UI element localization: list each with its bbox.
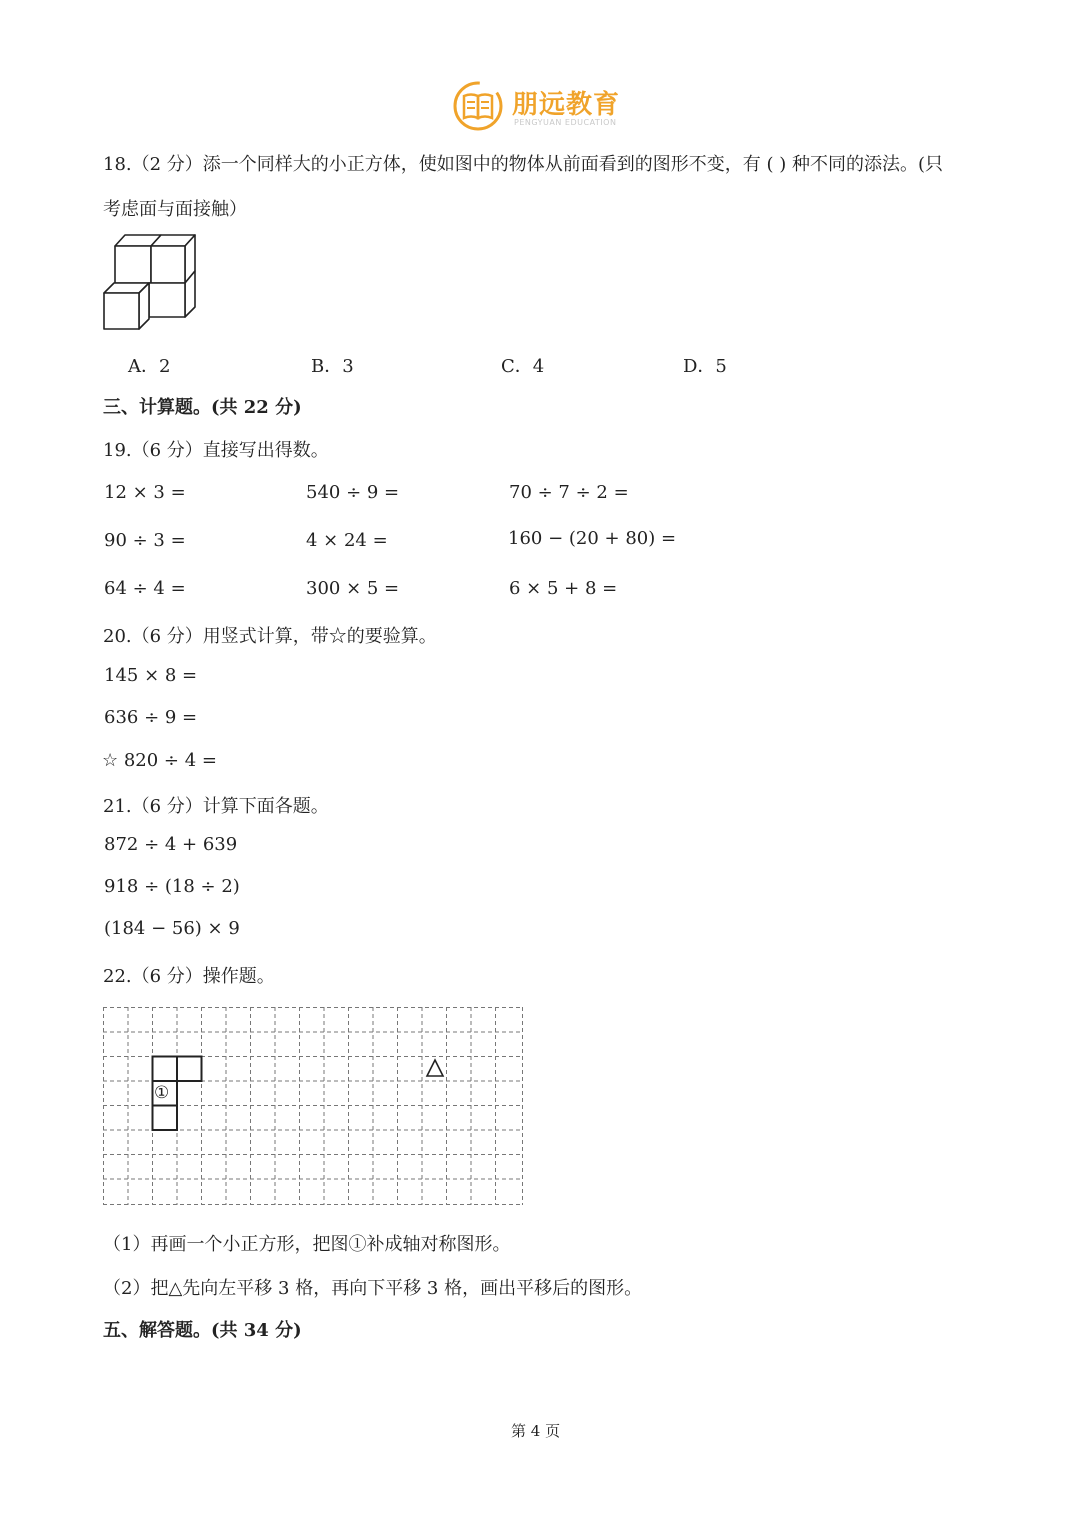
section5-title: 五、解答题。(共 34 分) [103, 1320, 302, 1341]
q19-title: 19.（6 分）直接写出得数。 [103, 440, 329, 461]
q19-r1c3: 70 ÷ 7 ÷ 2 = [509, 482, 629, 503]
q18-option-c: C．4 [501, 356, 545, 377]
q22-sub1: （1）再画一个小正方形，把图①补成轴对称图形。 [103, 1234, 511, 1255]
q21-item3: (184 − 56) × 9 [104, 918, 240, 939]
q19-r3c2: 300 × 5 = [306, 578, 400, 599]
q21-item1: 872 ÷ 4 + 639 [104, 834, 238, 855]
q22-sub2: （2）把△先向左平移 3 格，再向下平移 3 格，画出平移后的图形。 [103, 1278, 643, 1299]
figure-one-label: ① [154, 1083, 170, 1103]
operation-grid [103, 1007, 523, 1205]
q20-item3: ☆ 820 ÷ 4 = [102, 750, 217, 771]
q19-r1c2: 540 ÷ 9 = [306, 482, 400, 503]
logo-subtitle: PENGYUAN EDUCATION [514, 118, 617, 127]
q20-item2: 636 ÷ 9 = [104, 707, 198, 728]
q18-option-a: A．2 [128, 356, 171, 377]
q19-r1c1: 12 × 3 = [104, 482, 186, 503]
q19-r2c1: 90 ÷ 3 = [104, 530, 186, 551]
q18-option-b: B．3 [311, 356, 354, 377]
section3-title: 三、计算题。(共 22 分) [103, 397, 302, 418]
logo-name: 朋远教育 [512, 90, 621, 120]
open-book-icon [452, 80, 506, 132]
q21-title: 21.（6 分）计算下面各题。 [103, 796, 329, 817]
logo [452, 80, 642, 132]
q18-line1: 18.（2 分）添一个同样大的小正方体，使如图中的物体从前面看到的图形不变，有 ( ) 种不同的添法。(只 [103, 154, 944, 175]
q19-r2c2: 4 × 24 = [306, 530, 388, 551]
triangle-shape [427, 1060, 443, 1076]
q18-option-d: D．5 [683, 356, 727, 377]
q19-r3c1: 64 ÷ 4 = [104, 578, 186, 599]
q19-r3c3: 6 × 5 + 8 = [509, 578, 618, 599]
q18-line2: 考虑面与面接触） [103, 199, 247, 220]
cube-figure [102, 233, 202, 333]
q21-item2: 918 ÷ (18 ÷ 2) [104, 876, 240, 897]
q22-title: 22.（6 分）操作题。 [103, 966, 275, 987]
q19-r2c3: 160 − (20 + 80) = [508, 528, 677, 549]
page-number: 第 4 页 [511, 1422, 561, 1440]
q20-title: 20.（6 分）用竖式计算，带☆的要验算。 [103, 626, 437, 647]
q20-item1: 145 × 8 = [104, 665, 198, 686]
